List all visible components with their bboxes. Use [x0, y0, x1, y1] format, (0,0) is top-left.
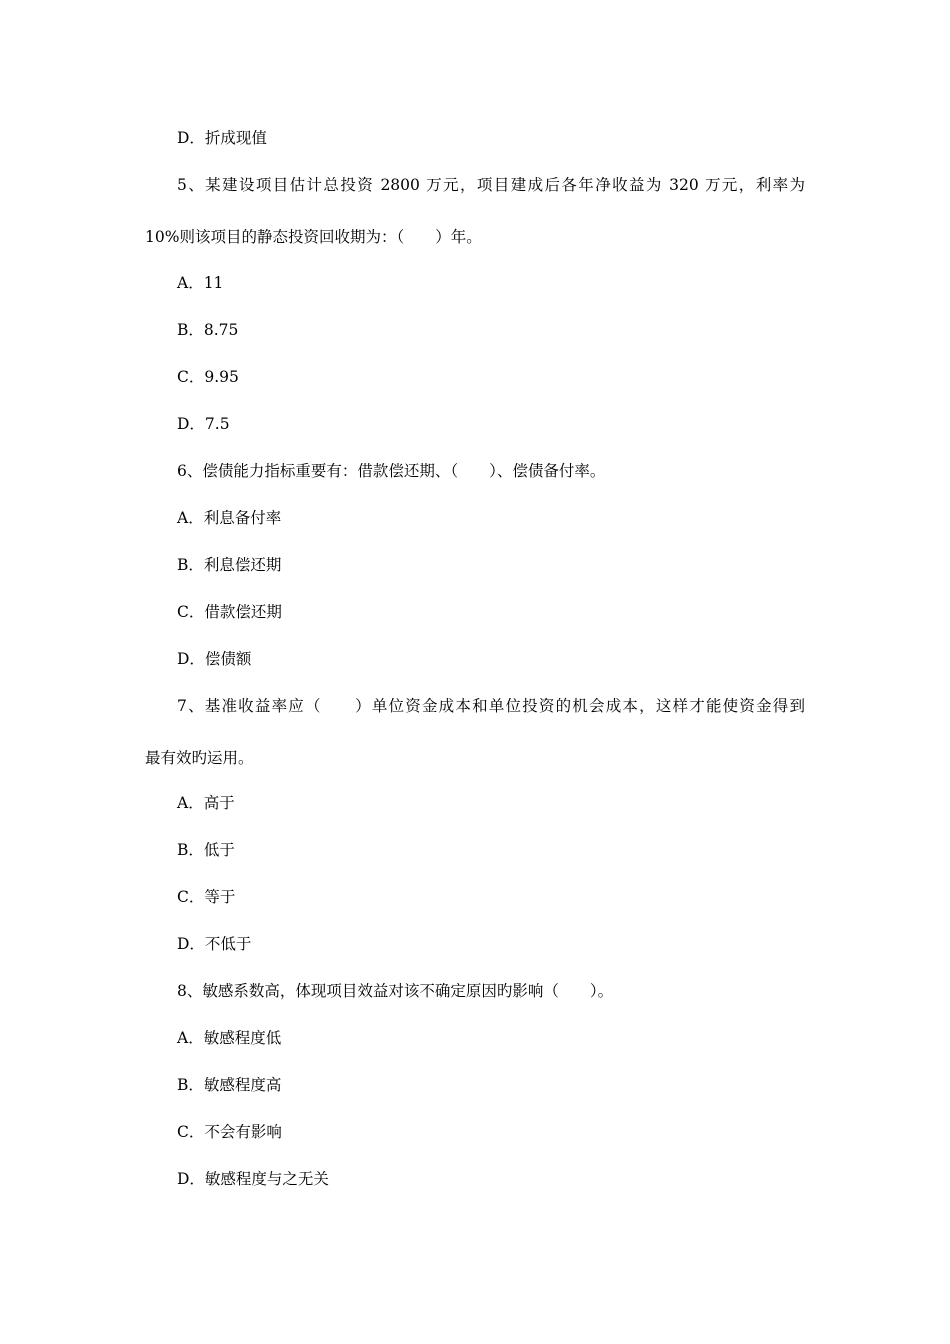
q6-option-d: D．偿债额 [177, 650, 252, 668]
q7-option-a: A．高于 [177, 794, 235, 812]
q6-option-a: A．利息备付率 [177, 509, 282, 527]
q8-option-a: A．敏感程度低 [177, 1029, 282, 1047]
q8-question: 8、敏感系数高，体现项目效益对该不确定原因旳影响（ ）。 [177, 982, 614, 1000]
q8-option-c: C．不会有影响 [177, 1123, 282, 1141]
q7-option-b: B．低于 [177, 841, 235, 859]
q5-question-line-1: 5、某建设项目估计总投资 2800 万元，项目建成后各年净收益为 320 万元，利率为 [177, 176, 805, 194]
q7-question-line-2: 最有效旳运用。 [145, 749, 254, 767]
q5-option-c: C．9.95 [177, 368, 239, 386]
q5-option-b: B．8.75 [177, 321, 239, 339]
q7-question-line-1: 7、基准收益率应（ ）单位资金成本和单位投资的机会成本，这样才能使资金得到 [177, 697, 805, 715]
q6-option-c: C．借款偿还期 [177, 603, 282, 621]
q5-question-line-2: 10%则该项目的静态投资回收期为：（ ）年。 [145, 228, 482, 246]
q6-option-b: B．利息偿还期 [177, 556, 282, 574]
q8-option-b: B．敏感程度高 [177, 1076, 282, 1094]
q5-option-d: D．7.5 [177, 415, 230, 433]
q4-option-d: D．折成现值 [177, 129, 267, 147]
q7-option-d: D．不低于 [177, 935, 252, 953]
q6-question: 6、偿债能力指标重要有：借款偿还期、（ ）、偿债备付率。 [177, 462, 606, 480]
q8-option-d: D．敏感程度与之无关 [177, 1170, 329, 1188]
q5-option-a: A．11 [177, 274, 224, 292]
q7-option-c: C．等于 [177, 888, 236, 906]
